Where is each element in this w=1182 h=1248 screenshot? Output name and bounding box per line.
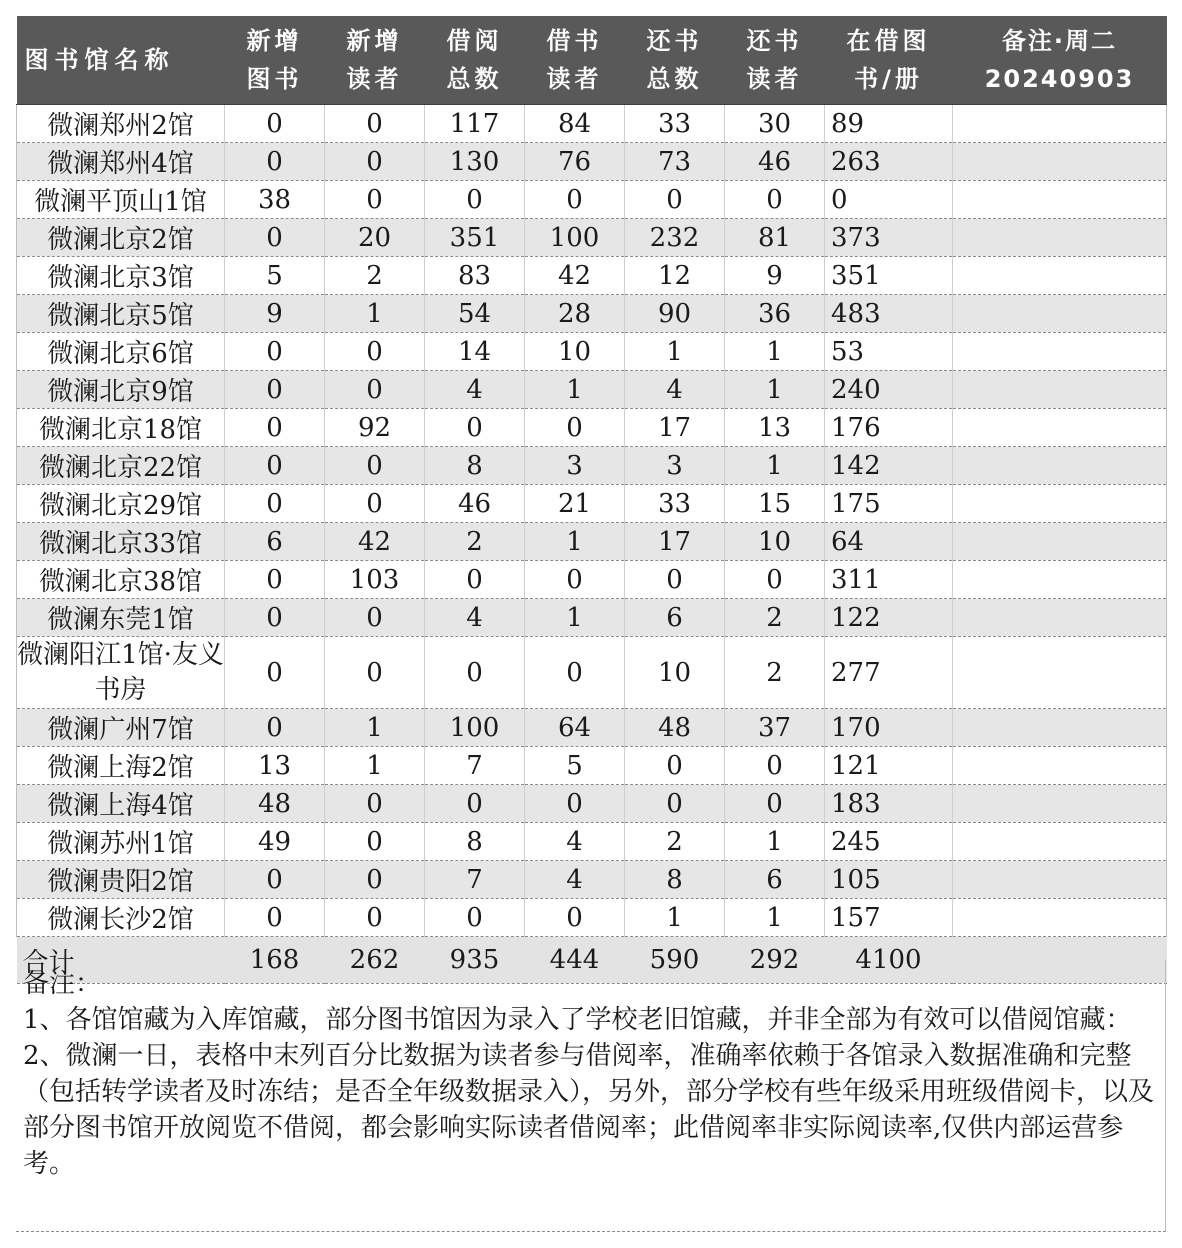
new-books-cell: 48 xyxy=(225,785,325,823)
return-total-cell: 17 xyxy=(625,523,725,561)
return-total-cell: 3 xyxy=(625,447,725,485)
table-row xyxy=(17,219,1167,257)
on-loan-cell: 121 xyxy=(825,747,953,785)
library-name-cell: 微澜北京3馆 xyxy=(17,257,225,295)
library-name-cell: 微澜阳江1馆·友义书房 xyxy=(17,637,225,709)
header-return-readers: 还书 读者 xyxy=(725,16,825,105)
library-name-cell: 微澜上海2馆 xyxy=(17,747,225,785)
header-return-total: 还书 总数 xyxy=(625,16,725,105)
return-readers-cell: 0 xyxy=(725,181,825,219)
note-cell xyxy=(953,409,1167,447)
borrow-total-cell: 46 xyxy=(425,485,525,523)
header-borrow-readers: 借书 读者 xyxy=(525,16,625,105)
total-value-cell: 590 xyxy=(625,937,725,984)
on-loan-cell: 142 xyxy=(825,447,953,485)
new-books-cell: 0 xyxy=(225,561,325,599)
borrow-total-cell: 0 xyxy=(425,409,525,447)
total-value-cell: 262 xyxy=(325,937,425,984)
new-books-cell: 0 xyxy=(225,105,325,143)
stats-sheet xyxy=(16,16,1166,984)
library-name-cell: 微澜长沙2馆 xyxy=(17,899,225,937)
library-name-cell: 微澜北京18馆 xyxy=(17,409,225,447)
borrow-readers-cell: 0 xyxy=(525,409,625,447)
new-books-cell: 5 xyxy=(225,257,325,295)
table-row xyxy=(17,823,1167,861)
return-readers-cell: 1 xyxy=(725,371,825,409)
borrow-readers-cell: 76 xyxy=(525,143,625,181)
table-row xyxy=(17,105,1167,143)
new-books-cell: 49 xyxy=(225,823,325,861)
on-loan-cell: 245 xyxy=(825,823,953,861)
table-row xyxy=(17,295,1167,333)
on-loan-cell: 263 xyxy=(825,143,953,181)
borrow-readers-cell: 4 xyxy=(525,861,625,899)
new-readers-cell: 0 xyxy=(325,371,425,409)
borrow-readers-cell: 100 xyxy=(525,219,625,257)
borrow-total-cell: 0 xyxy=(425,181,525,219)
header-borrow-total: 借阅 总数 xyxy=(425,16,525,105)
return-total-cell: 33 xyxy=(625,485,725,523)
borrow-total-cell: 14 xyxy=(425,333,525,371)
note-cell xyxy=(953,295,1167,333)
new-readers-cell: 0 xyxy=(325,823,425,861)
borrow-total-cell: 100 xyxy=(425,709,525,747)
on-loan-cell: 277 xyxy=(825,637,953,709)
on-loan-cell: 483 xyxy=(825,295,953,333)
new-books-cell: 0 xyxy=(225,409,325,447)
new-readers-cell: 0 xyxy=(325,899,425,937)
table-row xyxy=(17,785,1167,823)
note-cell xyxy=(953,371,1167,409)
borrow-total-cell: 54 xyxy=(425,295,525,333)
notes-title: 备注： xyxy=(23,969,102,999)
note-cell xyxy=(953,523,1167,561)
borrow-total-cell: 7 xyxy=(425,861,525,899)
return-readers-cell: 46 xyxy=(725,143,825,181)
borrow-readers-cell: 0 xyxy=(525,561,625,599)
total-value-cell: 935 xyxy=(425,937,525,984)
borrow-total-cell: 351 xyxy=(425,219,525,257)
new-books-cell: 0 xyxy=(225,485,325,523)
table-row xyxy=(17,447,1167,485)
header-new-readers: 新增 读者 xyxy=(325,16,425,105)
note-cell xyxy=(953,333,1167,371)
borrow-total-cell: 2 xyxy=(425,523,525,561)
return-total-cell: 232 xyxy=(625,219,725,257)
borrow-readers-cell: 84 xyxy=(525,105,625,143)
notes-item-2: 2、微澜一日，表格中末列百分比数据为读者参与借阅率，准确率依赖于各馆录入数据准确和完整（包括转学读者及时冻结；是否全年级数据录入），另外，部分学校有些年级采用班级借阅卡，以及部分图书馆开放阅览不借阅，都会影响实际读者借阅率；此借阅率非实际阅读率,仅供内部运营参考。 xyxy=(23,1041,1155,1179)
new-books-cell: 0 xyxy=(225,861,325,899)
notes-section xyxy=(16,960,1166,1232)
new-books-cell: 0 xyxy=(225,447,325,485)
table-row xyxy=(17,561,1167,599)
library-name-cell: 微澜北京9馆 xyxy=(17,371,225,409)
library-name-cell: 微澜广州7馆 xyxy=(17,709,225,747)
new-books-cell: 0 xyxy=(225,637,325,709)
borrow-total-cell: 130 xyxy=(425,143,525,181)
new-readers-cell: 92 xyxy=(325,409,425,447)
return-readers-cell: 30 xyxy=(725,105,825,143)
return-total-cell: 0 xyxy=(625,181,725,219)
total-label: 合计 xyxy=(17,937,225,984)
new-readers-cell: 0 xyxy=(325,181,425,219)
library-name-cell: 微澜北京22馆 xyxy=(17,447,225,485)
on-loan-cell: 240 xyxy=(825,371,953,409)
return-readers-cell: 36 xyxy=(725,295,825,333)
return-total-cell: 90 xyxy=(625,295,725,333)
library-name-cell: 微澜北京29馆 xyxy=(17,485,225,523)
note-cell xyxy=(953,143,1167,181)
total-value-cell: 4100 xyxy=(825,937,953,984)
return-total-cell: 8 xyxy=(625,861,725,899)
new-readers-cell: 0 xyxy=(325,105,425,143)
borrow-readers-cell: 4 xyxy=(525,823,625,861)
note-cell xyxy=(953,785,1167,823)
return-readers-cell: 1 xyxy=(725,899,825,937)
table-row xyxy=(17,899,1167,937)
table-row xyxy=(17,709,1167,747)
library-name-cell: 微澜北京33馆 xyxy=(17,523,225,561)
note-cell xyxy=(953,561,1167,599)
note-cell xyxy=(953,709,1167,747)
return-readers-cell: 2 xyxy=(725,599,825,637)
note-cell xyxy=(953,823,1167,861)
on-loan-cell: 176 xyxy=(825,409,953,447)
return-total-cell: 73 xyxy=(625,143,725,181)
header-row xyxy=(17,16,1167,105)
library-name-cell: 微澜北京38馆 xyxy=(17,561,225,599)
note-cell xyxy=(953,599,1167,637)
borrow-readers-cell: 0 xyxy=(525,181,625,219)
table-row xyxy=(17,409,1167,447)
table-row xyxy=(17,637,1167,709)
new-readers-cell: 42 xyxy=(325,523,425,561)
note-cell xyxy=(953,105,1167,143)
table-row xyxy=(17,747,1167,785)
note-cell xyxy=(953,637,1167,709)
table-row xyxy=(17,371,1167,409)
table-row xyxy=(17,181,1167,219)
return-total-cell: 0 xyxy=(625,785,725,823)
new-readers-cell: 1 xyxy=(325,747,425,785)
new-readers-cell: 103 xyxy=(325,561,425,599)
table-row xyxy=(17,257,1167,295)
on-loan-cell: 311 xyxy=(825,561,953,599)
borrow-readers-cell: 0 xyxy=(525,899,625,937)
return-total-cell: 10 xyxy=(625,637,725,709)
borrow-total-cell: 8 xyxy=(425,447,525,485)
library-name-cell: 微澜贵阳2馆 xyxy=(17,861,225,899)
new-books-cell: 0 xyxy=(225,899,325,937)
note-cell xyxy=(953,257,1167,295)
borrow-readers-cell: 42 xyxy=(525,257,625,295)
library-name-cell: 微澜东莞1馆 xyxy=(17,599,225,637)
return-readers-cell: 6 xyxy=(725,861,825,899)
return-total-cell: 33 xyxy=(625,105,725,143)
return-readers-cell: 10 xyxy=(725,523,825,561)
on-loan-cell: 0 xyxy=(825,181,953,219)
borrow-total-cell: 7 xyxy=(425,747,525,785)
return-total-cell: 0 xyxy=(625,747,725,785)
borrow-readers-cell: 1 xyxy=(525,599,625,637)
table-row xyxy=(17,143,1167,181)
borrow-total-cell: 4 xyxy=(425,599,525,637)
table-row xyxy=(17,333,1167,371)
library-name-cell: 微澜郑州4馆 xyxy=(17,143,225,181)
library-stats-table xyxy=(16,16,1167,984)
header-library-name: 图书馆名称 xyxy=(17,16,225,105)
return-readers-cell: 15 xyxy=(725,485,825,523)
library-name-cell: 微澜上海4馆 xyxy=(17,785,225,823)
borrow-readers-cell: 5 xyxy=(525,747,625,785)
return-readers-cell: 1 xyxy=(725,823,825,861)
total-value-cell: 292 xyxy=(725,937,825,984)
notes-item-1: 1、各馆馆藏为入库馆藏，部分图书馆因为录入了学校老旧馆藏，并非全部为有效可以借阅馆藏： xyxy=(23,1005,1132,1035)
borrow-readers-cell: 64 xyxy=(525,709,625,747)
table-body xyxy=(17,105,1167,984)
on-loan-cell: 175 xyxy=(825,485,953,523)
note-cell xyxy=(953,899,1167,937)
note-cell xyxy=(953,861,1167,899)
note-cell xyxy=(953,447,1167,485)
return-readers-cell: 81 xyxy=(725,219,825,257)
borrow-total-cell: 8 xyxy=(425,823,525,861)
new-readers-cell: 0 xyxy=(325,447,425,485)
return-total-cell: 4 xyxy=(625,371,725,409)
header-new-books: 新增 图书 xyxy=(225,16,325,105)
new-readers-cell: 0 xyxy=(325,599,425,637)
return-total-cell: 48 xyxy=(625,709,725,747)
note-cell xyxy=(953,219,1167,257)
header-on-loan: 在借图 书/册 xyxy=(825,16,953,105)
library-name-cell: 微澜北京2馆 xyxy=(17,219,225,257)
new-readers-cell: 2 xyxy=(325,257,425,295)
on-loan-cell: 89 xyxy=(825,105,953,143)
return-total-cell: 6 xyxy=(625,599,725,637)
new-readers-cell: 0 xyxy=(325,637,425,709)
return-readers-cell: 1 xyxy=(725,333,825,371)
borrow-total-cell: 4 xyxy=(425,371,525,409)
return-readers-cell: 13 xyxy=(725,409,825,447)
return-readers-cell: 0 xyxy=(725,747,825,785)
return-readers-cell: 37 xyxy=(725,709,825,747)
return-total-cell: 12 xyxy=(625,257,725,295)
new-books-cell: 0 xyxy=(225,143,325,181)
on-loan-cell: 373 xyxy=(825,219,953,257)
new-books-cell: 0 xyxy=(225,371,325,409)
table-row xyxy=(17,523,1167,561)
new-readers-cell: 1 xyxy=(325,295,425,333)
on-loan-cell: 351 xyxy=(825,257,953,295)
borrow-total-cell: 0 xyxy=(425,785,525,823)
return-readers-cell: 2 xyxy=(725,637,825,709)
borrow-readers-cell: 1 xyxy=(525,371,625,409)
new-readers-cell: 0 xyxy=(325,143,425,181)
return-total-cell: 17 xyxy=(625,409,725,447)
new-books-cell: 0 xyxy=(225,599,325,637)
new-books-cell: 9 xyxy=(225,295,325,333)
new-books-cell: 6 xyxy=(225,523,325,561)
on-loan-cell: 105 xyxy=(825,861,953,899)
total-value-cell: 168 xyxy=(225,937,325,984)
new-books-cell: 13 xyxy=(225,747,325,785)
borrow-readers-cell: 21 xyxy=(525,485,625,523)
library-name-cell: 微澜平顶山1馆 xyxy=(17,181,225,219)
return-total-cell: 0 xyxy=(625,561,725,599)
new-readers-cell: 0 xyxy=(325,861,425,899)
new-readers-cell: 0 xyxy=(325,333,425,371)
return-readers-cell: 1 xyxy=(725,447,825,485)
on-loan-cell: 53 xyxy=(825,333,953,371)
new-readers-cell: 1 xyxy=(325,709,425,747)
return-total-cell: 2 xyxy=(625,823,725,861)
borrow-total-cell: 117 xyxy=(425,105,525,143)
return-total-cell: 1 xyxy=(625,899,725,937)
new-readers-cell: 20 xyxy=(325,219,425,257)
table-row xyxy=(17,485,1167,523)
new-books-cell: 0 xyxy=(225,219,325,257)
note-cell xyxy=(953,485,1167,523)
new-books-cell: 0 xyxy=(225,709,325,747)
new-books-cell: 0 xyxy=(225,333,325,371)
borrow-readers-cell: 28 xyxy=(525,295,625,333)
return-readers-cell: 0 xyxy=(725,561,825,599)
library-name-cell: 微澜苏州1馆 xyxy=(17,823,225,861)
return-readers-cell: 9 xyxy=(725,257,825,295)
library-name-cell: 微澜北京6馆 xyxy=(17,333,225,371)
borrow-total-cell: 83 xyxy=(425,257,525,295)
total-value-cell: 444 xyxy=(525,937,625,984)
borrow-total-cell: 0 xyxy=(425,899,525,937)
library-name-cell: 微澜北京5馆 xyxy=(17,295,225,333)
new-readers-cell: 0 xyxy=(325,485,425,523)
on-loan-cell: 122 xyxy=(825,599,953,637)
header-note-date: 备注·周二 20240903 xyxy=(953,16,1167,105)
borrow-total-cell: 0 xyxy=(425,637,525,709)
on-loan-cell: 157 xyxy=(825,899,953,937)
table-row xyxy=(17,861,1167,899)
borrow-readers-cell: 3 xyxy=(525,447,625,485)
on-loan-cell: 170 xyxy=(825,709,953,747)
new-books-cell: 38 xyxy=(225,181,325,219)
borrow-readers-cell: 0 xyxy=(525,637,625,709)
return-total-cell: 1 xyxy=(625,333,725,371)
new-readers-cell: 0 xyxy=(325,785,425,823)
on-loan-cell: 64 xyxy=(825,523,953,561)
borrow-readers-cell: 10 xyxy=(525,333,625,371)
borrow-readers-cell: 0 xyxy=(525,785,625,823)
borrow-total-cell: 0 xyxy=(425,561,525,599)
note-cell xyxy=(953,747,1167,785)
return-readers-cell: 0 xyxy=(725,785,825,823)
library-name-cell: 微澜郑州2馆 xyxy=(17,105,225,143)
borrow-readers-cell: 1 xyxy=(525,523,625,561)
note-cell xyxy=(953,181,1167,219)
on-loan-cell: 183 xyxy=(825,785,953,823)
table-row xyxy=(17,599,1167,637)
